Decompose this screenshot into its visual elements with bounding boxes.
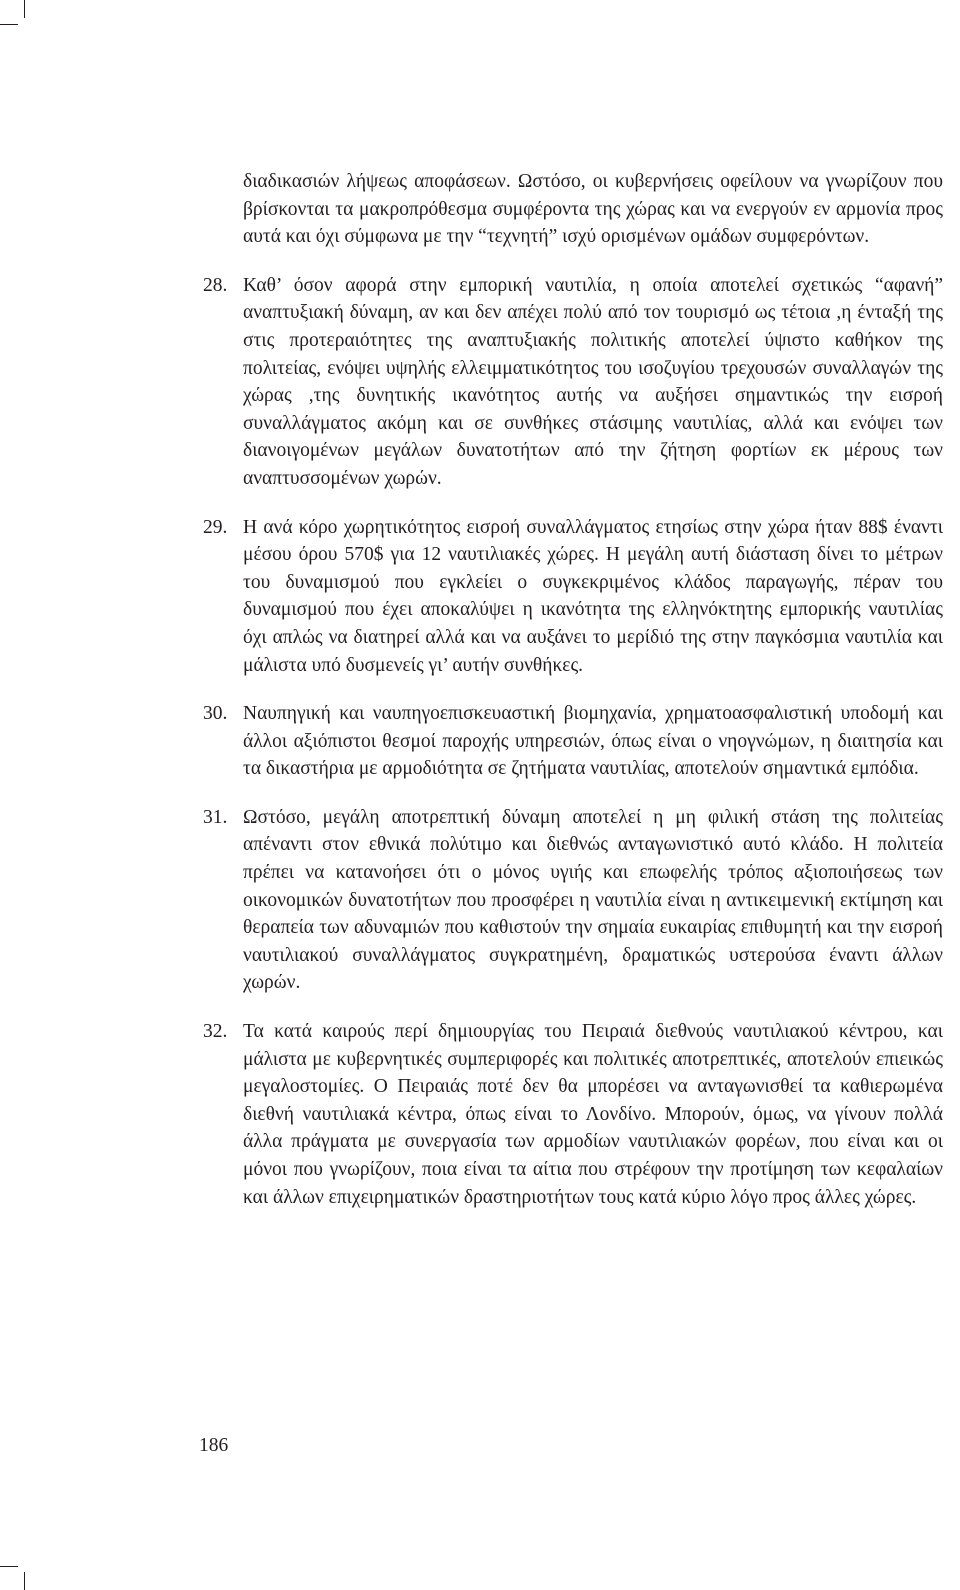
numbered-paragraph-28	[203, 272, 943, 493]
numbered-paragraph-32	[203, 1018, 943, 1211]
paragraph-text: Τα κατά καιρούς περί δημιουργίας του Πειραιά διεθνούς ναυτιλιακού κέντρου, και μάλιστα με κυβερνητικές συμπεριφορές και πολιτικές αποτρεπτικές, αποτελούν επιεικώς μεγαλοστομίες. Ο Πειραιάς ποτέ δεν θα μπορέσει να ανταγωνισθεί τα καθιερωμένα διεθνή ναυτιλιακά κέντρα, όπως είναι το Λονδίνο. Μπορούν, όμως, να γίνουν πολλά άλλα πράγματα με συνεργασία των αρμοδίων ναυτιλιακών φορέων, που είναι και οι μόνοι που γνωρίζουν, ποια είναι τα αίτια που στρέφουν την προτίμηση των κεφαλαίων και άλλων επιχειρηματικών δραστηριοτήτων τους κατά κύριο λόγο προς άλλες χώρες.	[243, 1021, 943, 1208]
page-number: 186	[199, 1435, 229, 1456]
paragraph-text: Καθ’ όσον αφορά στην εμπορική ναυτιλία, η οποία αποτελεί σχετικώς “αφανή” αναπτυξιακή δύναμη, αν και δεν απέχει πολύ από τον τουρισμό ως τέτοια ,η ένταξή της στις προτεραιότητες της αναπτυξιακής πολιτικής αποτελεί ύψιστο καθήκον της πολιτείας, ενόψει υψηλής ελλειμματικότητος του ισοζυγίου τρεχουσών συναλλαγών της χώρας ,της δυνητικής ικανότητος αυτής να αυξήσει σημαντικώς την εισροή συναλλάγματος ακόμη και σε συνθήκες στάσιμης ναυτιλίας, αλλά και ενόψει των διανοιγομένων μεγάλων δυνατοτήτων από την ζήτηση φορτίων εκ μέρους των αναπτυσσομένων χωρών.	[243, 274, 943, 489]
crop-mark-top-horizontal	[0, 24, 18, 25]
paragraph-number: 31.	[203, 806, 228, 828]
intro-paragraph: διαδικασιών λήψεως αποφάσεων. Ωστόσο, οι κυβερνήσεις οφείλουν να γνωρίζουν που βρίσκονται τα μακροπρόθεσμα συμφέροντα της χώρας και να ενεργούν εν αρμονία προς αυτά και όχι σύμφωνα με την “τεχνητή” ισχύ ορισμένων ομάδων συμφερόντων.	[243, 171, 943, 248]
crop-mark-top-vertical	[24, 0, 25, 18]
paragraph-text: Ωστόσο, μεγάλη αποτρεπτική δύναμη αποτελεί η μη φιλική στάση της πολιτείας απέναντι στον εθνικά πολύτιμο και διεθνώς ανταγωνιστικό αυτό κλάδο. Η πολιτεία πρέπει να κατανοήσει ότι ο μόνος υγιής και επωφελής τρόπος αξιοποιήσεως των οικονομικών δυνατοτήτων που προσφέρει η ναυτιλία είναι η αντικειμενική εκτίμηση και θεραπεία των αδυναμιών που καθιστούν την σημαία ευκαιρίας επιθυμητή και την εισροή ναυτιλιακού συναλλάγματος συγκρατημένη, δραματικώς υστερούσα έναντι άλλων χωρών.	[243, 806, 943, 994]
crop-mark-bottom-horizontal	[0, 1566, 18, 1567]
paragraph-number: 30.	[203, 703, 228, 725]
paragraph-number: 32.	[203, 1021, 228, 1043]
page-body	[203, 168, 943, 1232]
paragraph-text: Η ανά κόρο χωρητικότητος εισροή συναλλάγματος ετησίως στην χώρα ήταν 88$ έναντι μέσου όρου 570$ για 12 ναυτιλιακές χώρες. Η μεγάλη αυτή διάσταση δίνει το μέτρων του δυναμισμού που εγκλείει ο συγκεκριμένος κλάδος παραγωγής, πέραν του δυναμισμού που έχει αποκαλύψει η ικανότητα της ελληνόκτητης εμπορικής ναυτιλίας όχι απλώς να διατηρεί αλλά και να αυξάνει το μερίδιό της στην παγκόσμια ναυτιλία και μάλιστα υπό δυσμενείς γι’ αυτήν συνθήκες.	[243, 516, 943, 676]
paragraph-text: Ναυπηγική και ναυπηγοεπισκευαστική βιομηχανία, χρηματοασφαλιστική υποδομή και άλλοι αξιόπιστοι θεσμοί παροχής υπηρεσιών, όπως είναι ο νηογνώμων, η διαιτησία και τα δικαστήρια με αρμοδιότητα σε ζητήματα ναυτιλίας, αποτελούν σημαντικά εμπόδια.	[243, 703, 943, 780]
crop-mark-bottom-vertical	[24, 1572, 25, 1590]
numbered-paragraph-29	[203, 514, 943, 680]
numbered-paragraph-30	[203, 700, 943, 783]
numbered-paragraph-31	[203, 804, 943, 997]
paragraph-number: 28.	[203, 274, 228, 296]
paragraph-number: 29.	[203, 516, 228, 538]
